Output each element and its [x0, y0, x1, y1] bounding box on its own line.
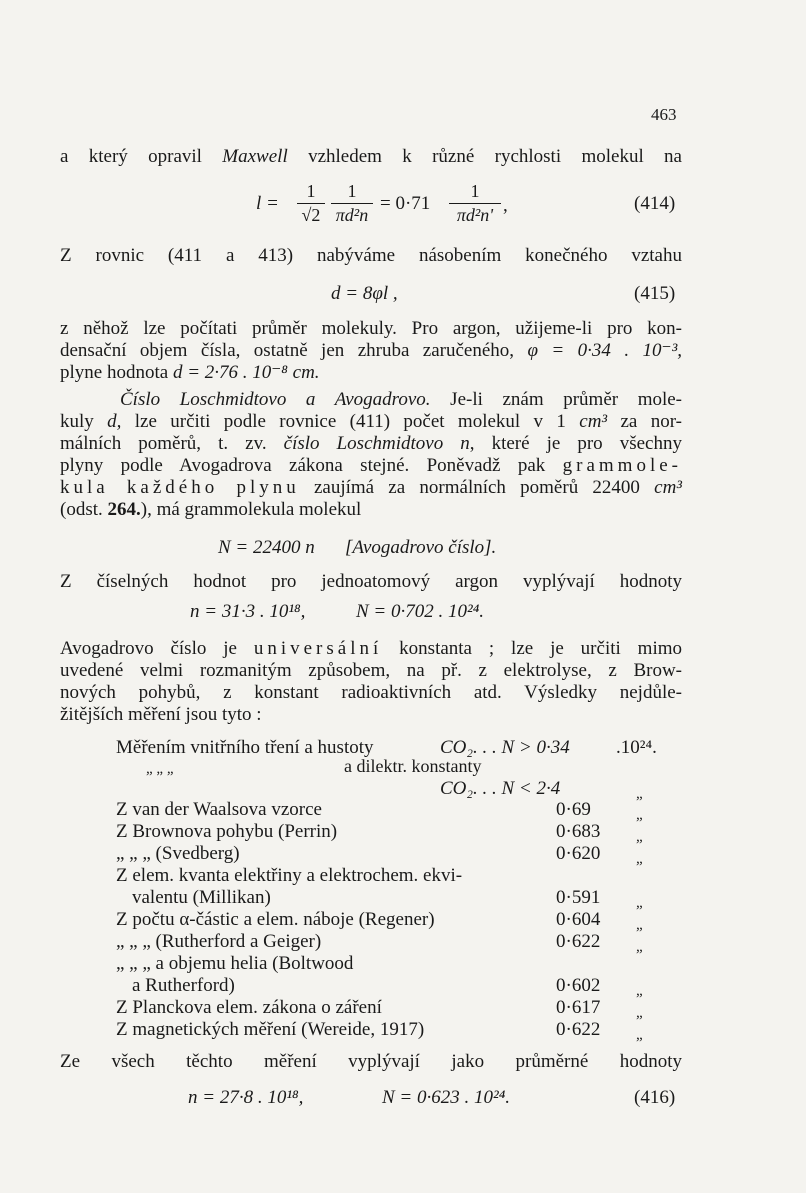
measurement-value: 0·591: [556, 887, 601, 908]
text-line: (odst. 264.), má grammolekula molekul: [60, 499, 362, 520]
measurement-value: 0·622: [556, 931, 601, 952]
ditto-mark: „: [636, 917, 643, 933]
text-line: kuly d, lze určiti podle rovnice (411) počet molekul v 1 cm³ za nor-: [60, 411, 682, 432]
text-line: densační objem čísla, ostatně jen zhruba zaručeného, φ = 0·34 . 10⁻³,: [60, 340, 683, 361]
text-line: málních poměrů, t. zv. číslo Loschmidtovo n, které je pro všechny: [60, 433, 682, 454]
equation-415: d = 8φl ,: [331, 283, 398, 304]
equation-argon-n: n = 31·3 . 10¹⁸,: [190, 601, 306, 622]
measurement-value: 0·683: [556, 821, 601, 842]
text-line: Z číselných hodnot pro jednoatomový argon vyplývají hodnoty: [60, 571, 682, 592]
equation-416-N: N = 0·623 . 10²⁴.: [382, 1087, 511, 1108]
equation-avogadro-label: [Avogadrovo číslo].: [345, 537, 497, 558]
text-line: nových pohybů, z konstant radioaktivních atd. Výsledky nejdůle-: [60, 682, 682, 703]
ditto-mark: „: [636, 851, 643, 867]
text-line: kula každého plynu zaujímá za normálních poměrů 22400 cm³: [60, 477, 682, 498]
text-line: z něhož lze počítati průměr molekuly. Pro argon, užijeme-li pro kon-: [60, 318, 682, 339]
measurement-label: „ „ „ (Svedberg): [116, 843, 240, 864]
measurement-label: Z počtu α-částic a elem. náboje (Regener): [116, 909, 435, 930]
text-line: plyne hodnota d = 2·76 . 10⁻⁸ cm.: [60, 362, 320, 383]
text-line: Avogadrovo číslo je universální konstanta ; lze je určiti mimo: [60, 638, 683, 659]
equation-argon-N: N = 0·702 . 10²⁴.: [356, 601, 485, 622]
equation-416-n: n = 27·8 . 10¹⁸,: [188, 1087, 304, 1108]
text-line: Z rovnic (411 a 413) nabýváme násobením konečného vztahu: [60, 245, 682, 266]
measurement-label: Z van der Waalsova vzorce: [116, 799, 322, 820]
section-heading: Číslo Loschmidtovo a Avogadrovo.: [120, 389, 431, 410]
text-line: žitějších měření jsou tyto :: [60, 704, 262, 725]
measurement-label: valentu (Millikan): [132, 887, 271, 908]
measurement-label: „ „ „ (Rutherford a Geiger): [116, 931, 322, 952]
text-line: plyny podle Avogadrova zákona stejné. Poněvadž pak grammole-: [60, 455, 682, 476]
ditto-mark: „: [636, 1027, 643, 1043]
measurement-label: Z Brownova pohybu (Perrin): [116, 821, 338, 842]
measurement-label: „ „ „ a objemu helia (Boltwood: [116, 953, 354, 974]
equation-label: (415): [634, 283, 676, 304]
text-line: a který opravil Maxwell vzhledem k různé rychlosti molekul na: [60, 146, 682, 167]
text-line: uvedené velmi rozmanitým způsobem, na př. z elektrolyse, z Brow-: [60, 660, 682, 681]
measurement-value: 0·617: [556, 997, 601, 1018]
ditto-mark: „: [636, 895, 643, 911]
text-line: Ze všech těchto měření vyplývají jako průměrné hodnoty: [60, 1051, 682, 1072]
ditto-mark: „: [636, 1005, 643, 1021]
measurement-value: 0·620: [556, 843, 601, 864]
measurement-value: 0·602: [556, 975, 601, 996]
measurement-value: 0·622: [556, 1019, 601, 1040]
measurement-label: a Rutherford): [132, 975, 235, 996]
measurement-label: Z magnetických měření (Wereide, 1917): [116, 1019, 425, 1040]
measurement-label: Z Planckova elem. zákona o záření: [116, 997, 382, 1018]
measurement-value: 0·604: [556, 909, 601, 930]
equation-label: (416): [634, 1087, 676, 1108]
equation-label: (414): [634, 193, 676, 214]
ditto-mark: „: [636, 983, 643, 999]
page-number: 463: [651, 105, 677, 124]
measurement-label: Z elem. kvanta elektřiny a elektrochem. ekvi-: [116, 865, 463, 886]
ditto-mark: „: [636, 807, 643, 823]
ditto-mark: „: [636, 829, 643, 845]
measurement-value: 0·69: [556, 799, 591, 820]
ditto-mark: „: [636, 939, 643, 955]
equation-avogadro: N = 22400 n: [218, 537, 315, 558]
text-line: Číslo Loschmidtovo a Avogadrovo. Je-li znám průměr mole-: [120, 389, 683, 410]
book-page: 463 a který opravil Maxwell vzhledem k různé rychlosti molekul na l = 1 √2 1 πd²n = 0·71 1 πd²n' , (414) Z rovnic (411 a 413) nabýváme násobením konečného vztahu d = 8φl , (415) z něhož lze počítati průměr molekuly. Pro argon, užijeme-li pro kon- densační objem čísla, ostatně jen zhruba zaručeného, φ = 0·34 . 10⁻³, plyne hodnota d = 2·76 . 10⁻⁸ cm. Číslo Loschmidtovo a Avogadrovo. Je-li znám průměr mole- kuly d, lze určiti podle rovnice (411) počet molekul v 1 cm³ za nor- málních poměrů, t. zv. číslo Loschmidtovo n, které je pro všechny plyny podle Avogadrova zákona stejné. Poněvadž pak grammole- kula každého plynu zaujímá za normálních poměrů 22400 cm³ (odst. 264.), má grammolekula molekul N = 22400 n [Avogadrovo číslo]. Z číselných hodnot pro jednoatomový argon vyplývají hodnoty n = 31·3 . 10¹⁸, N = 0·702 . 10²⁴. Avogadrovo číslo je universální konstanta ; lze je určiti mimo uvedené velmi rozmanitým způsobem, na př. z elektrolyse, z Brow- nových pohybů, z konstant radioaktivních atd. Výsledky nejdůle- žitějších měření jsou tyto : Měřením vnitřního tření a hustoty CO₂. . . N > 0·34 .10²⁴. „ „ „ a dilektr. konstanty CO₂. . . N < 2·4 „ Z van der Waalsova vzorce 0·69 „ Z Brownova pohybu (Perrin) 0·683 „ „ „ „ (Svedberg) 0·620 „ Z elem. kvanta elektřiny a elektrochem. ekvi- valentu (Millikan) 0·591 „ Z počtu α-částic a elem. náboje (Regener) 0·604 „ „ „ „ (Rutherford a Geiger) 0·622 „ „ „ „ a objemu helia (Boltwood a Rutherford) 0·602 „ Z Planckova elem. zákona o záření 0·617 „ Z magnetických měření (Wereide, 1917) 0·622 „ Ze všech těchto měření vyplývají jako průměrné hodnoty n = 27·8 . 10¹⁸, N = 0·623 . 10²⁴. (416): [60, 105, 683, 1108]
